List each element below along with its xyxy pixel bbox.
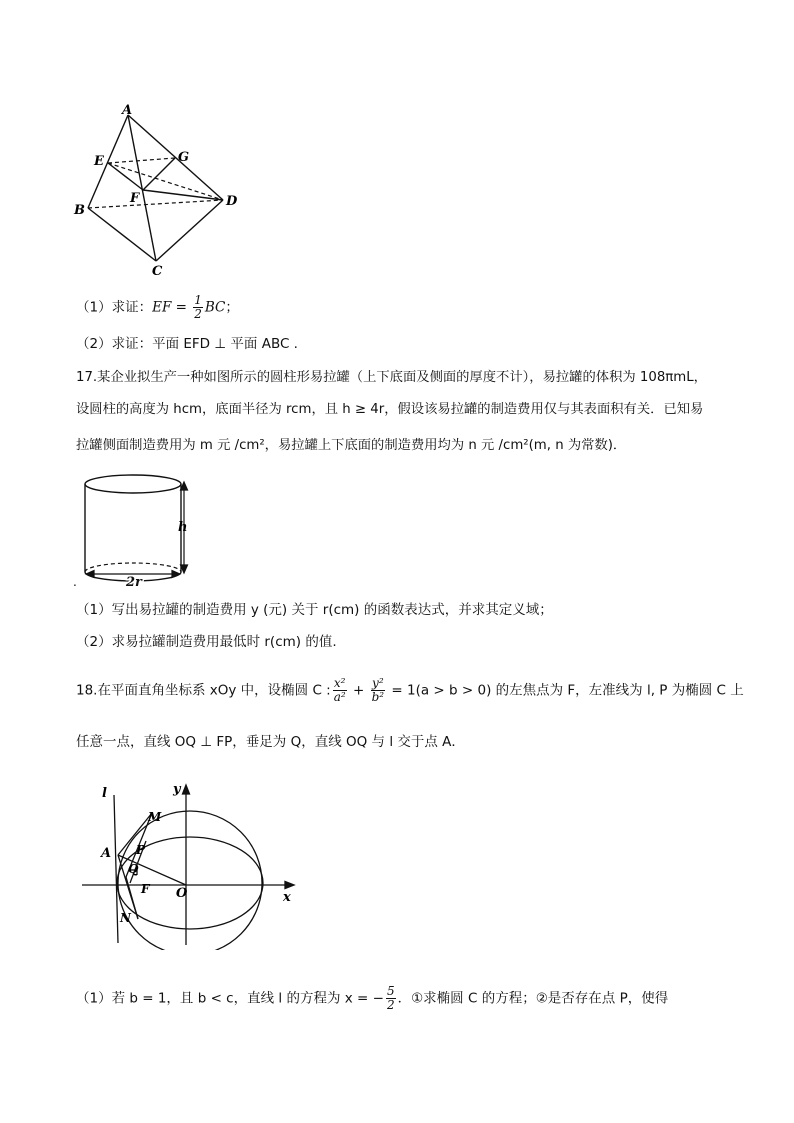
- label-a: A: [101, 846, 112, 861]
- q18-part1-den: 2: [386, 998, 395, 1012]
- q18-x-fraction: [333, 677, 347, 704]
- label-p: P: [136, 843, 146, 857]
- vertex-label-b: B: [74, 203, 85, 218]
- stray-dot: .: [73, 575, 77, 589]
- q18-part1-a: （1）若 b = 1，且 b < c，直线 l 的方程为 x = −: [76, 990, 384, 1007]
- q16-part1-lhs: EF: [152, 299, 172, 316]
- vertex-label-f: F: [130, 191, 140, 206]
- q16-part1: [76, 294, 239, 321]
- label-f: F: [141, 882, 150, 896]
- q18-plus: +: [348, 682, 369, 699]
- q17-stem-line3: 拉罐侧面制造费用为 m 元 /cm²，易拉罐上下底面的制造费用均为 n 元 /cm²(m, n 为常数)．: [76, 438, 627, 453]
- q18-part1-fraction: [386, 985, 396, 1012]
- vertex-label-g: G: [178, 150, 190, 165]
- q18-y-den: b²: [371, 690, 385, 704]
- q16-part1-fraction: [193, 294, 203, 321]
- q18-stem-part-a: 18.在平面直角坐标系 xOy 中，设椭圆 C :: [76, 682, 331, 699]
- q18-x-den: a²: [333, 690, 346, 704]
- q16-part1-end: ；: [225, 299, 239, 316]
- tetrahedron-figure: [70, 103, 250, 278]
- q17-stem-line2: 设圆柱的高度为 hcm，底面半径为 rcm，且 h ≥ 4r，假设该易拉罐的制造费用仅与其表面积有关．已知易: [76, 402, 704, 417]
- q18-stem-part-b: = 1(a > b > 0) 的左焦点为 F，左准线为 l, P 为椭圆 C 上: [387, 682, 744, 699]
- label-o: O: [176, 886, 188, 901]
- q18-stem-line2: 任意一点，直线 OQ ⊥ FP，垂足为 Q，直线 OQ 与 l 交于点 A．: [76, 734, 465, 750]
- label-x: x: [283, 890, 291, 905]
- vertex-label-c: C: [152, 264, 163, 278]
- q18-x-num: x²: [333, 676, 346, 690]
- q16-fraction-num: 1: [194, 293, 202, 307]
- q16-part1-eq: =: [171, 299, 192, 316]
- cylinder-figure: [70, 470, 200, 588]
- q18-y-num: y²: [372, 676, 384, 690]
- q16-part1-prefix: （1）求证：: [76, 299, 153, 316]
- q18-y-fraction: [371, 677, 386, 704]
- q16-part1-rhs: BC: [204, 299, 226, 316]
- cylinder-diameter-label: 2r: [126, 575, 142, 588]
- label-n: N: [120, 911, 131, 925]
- label-q: Q: [128, 862, 139, 876]
- q16-part2: （2）求证：平面 EFD ⊥ 平面 ABC .: [76, 336, 298, 352]
- ellipse-figure: [80, 775, 300, 950]
- q17-stem-line1: 17.某企业拟生产一种如图所示的圆柱形易拉罐（上下底面及侧面的厚度不计），易拉罐的体积为 108πmL，: [76, 370, 707, 385]
- q18-part1-num: 5: [386, 984, 395, 998]
- q18-part1: [76, 985, 668, 1012]
- q18-stem-line1: [76, 677, 744, 704]
- q17-part2: （2）求易拉罐制造费用最低时 r(cm) 的值.: [76, 634, 337, 650]
- label-l: l: [102, 786, 107, 801]
- cylinder-height-label: h: [178, 520, 188, 535]
- q17-part1: （1）写出易拉罐的制造费用 y (元) 关于 r(cm) 的函数表达式，并求其定义域；: [76, 602, 553, 618]
- q16-fraction-den: 2: [194, 307, 202, 321]
- vertex-label-d: D: [226, 194, 238, 209]
- vertex-label-a: A: [122, 103, 133, 118]
- label-y: y: [173, 782, 181, 797]
- label-m: M: [148, 810, 162, 824]
- vertex-label-e: E: [94, 154, 104, 169]
- q18-part1-b: ．①求椭圆 C 的方程；②是否存在点 P，使得: [397, 990, 669, 1007]
